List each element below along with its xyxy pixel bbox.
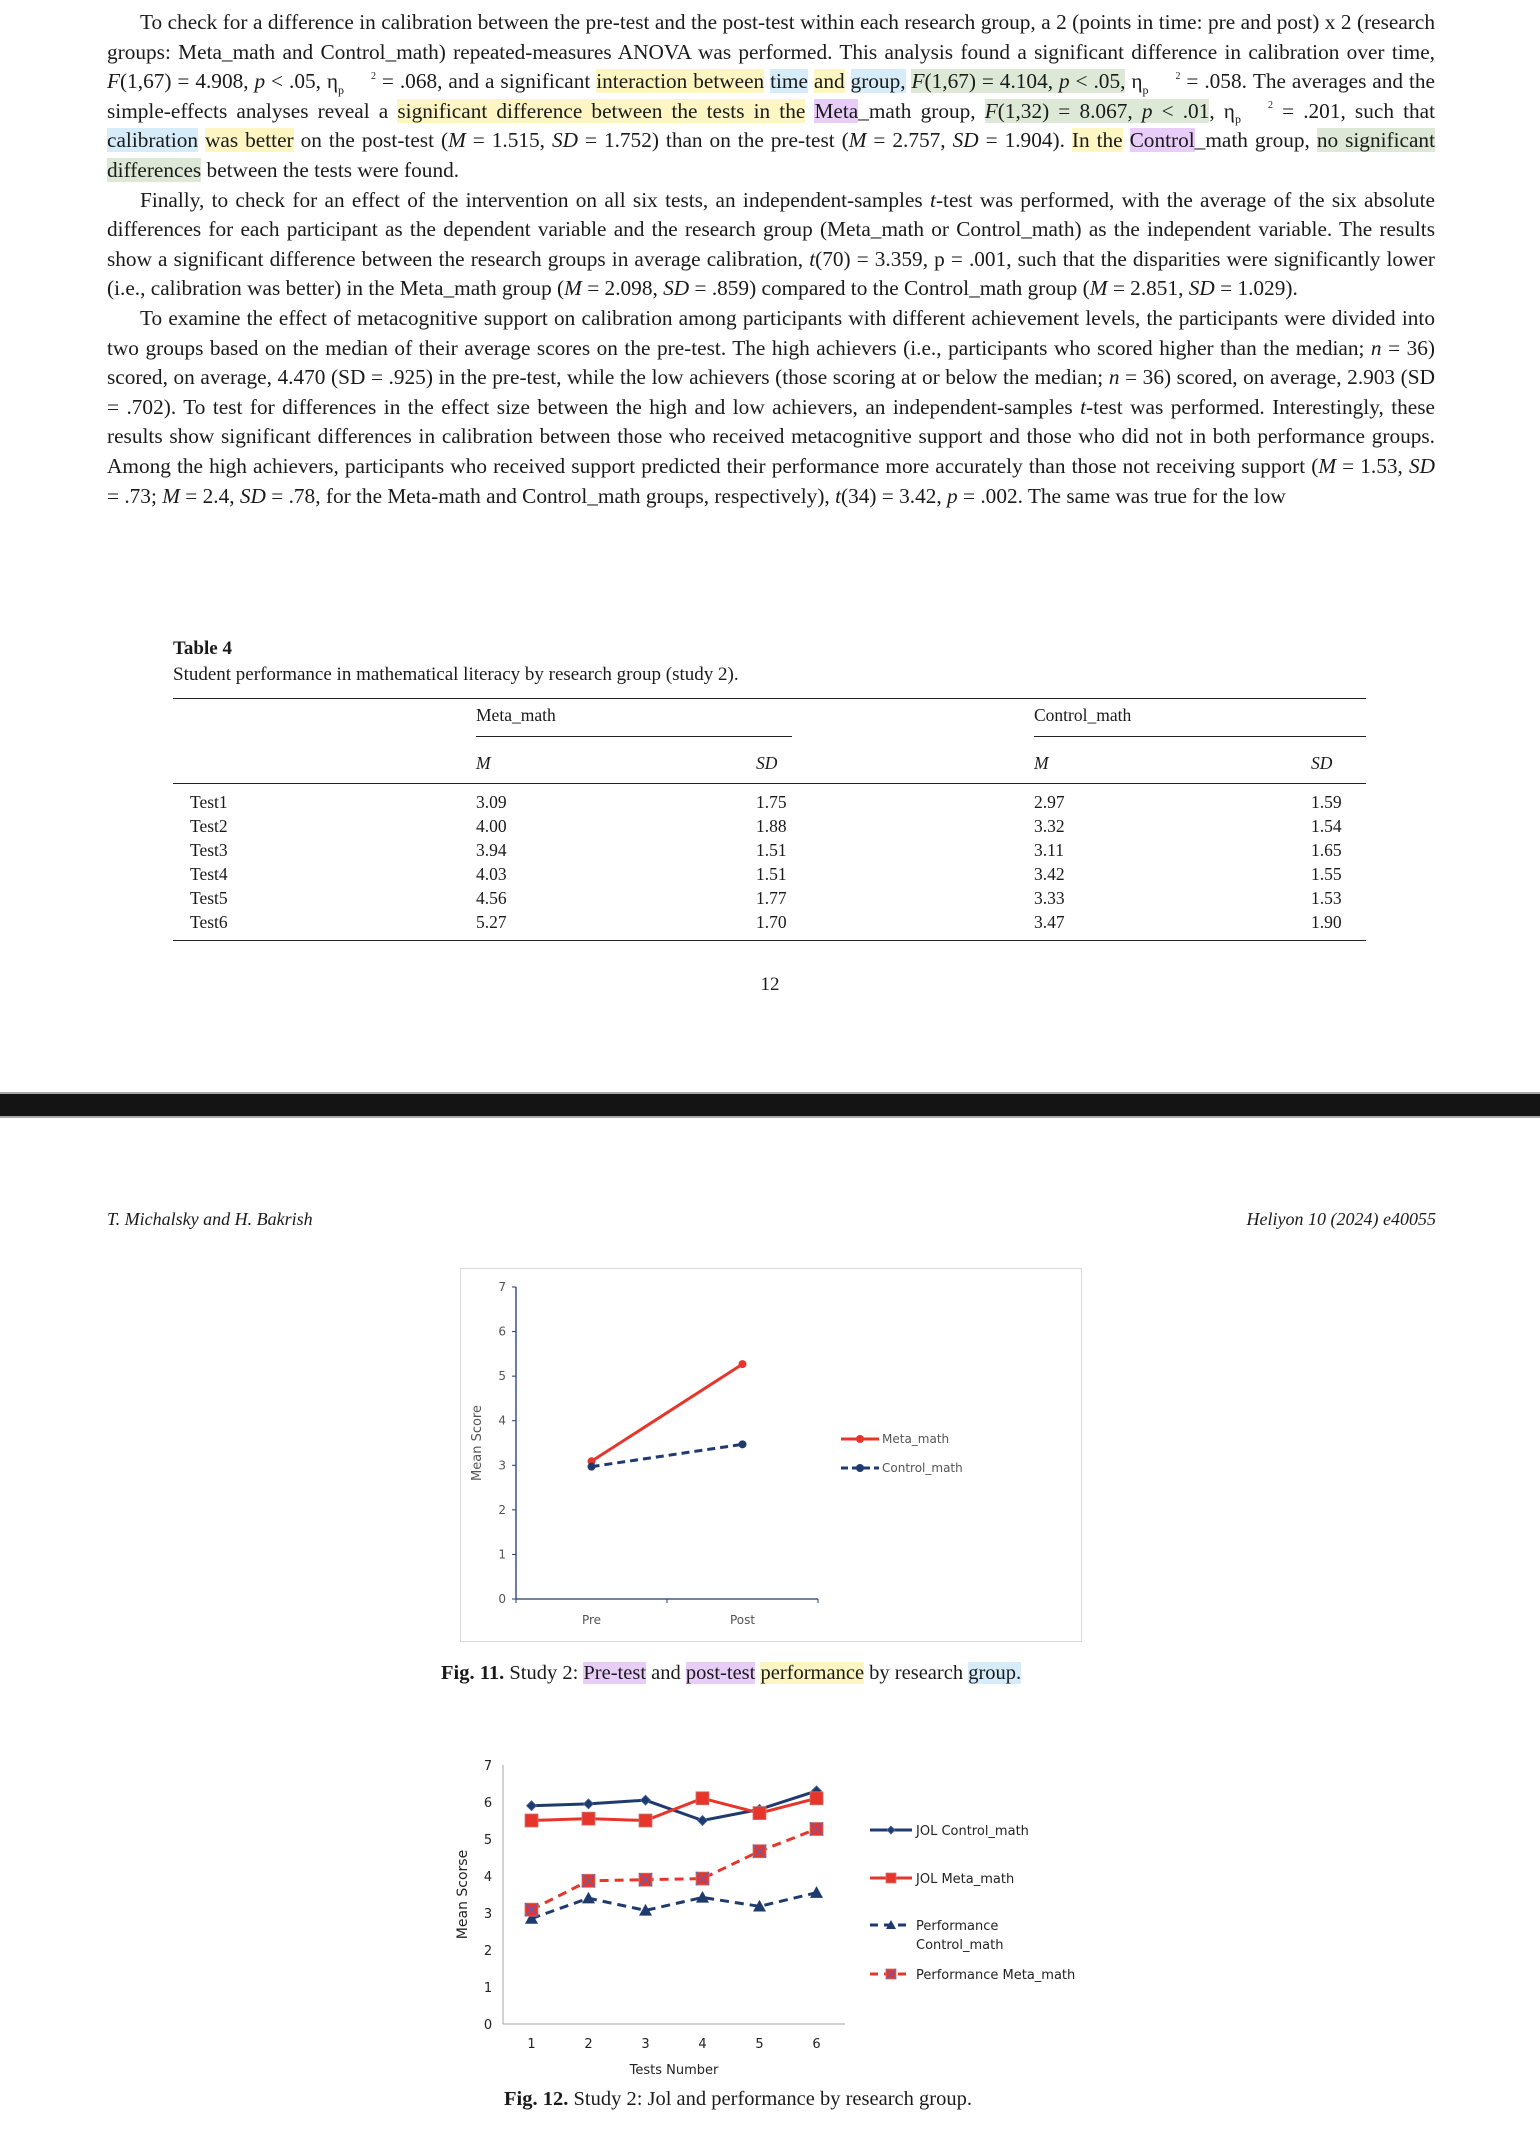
marker-square-icon — [582, 1812, 595, 1825]
marker-square-icon — [525, 1814, 538, 1827]
svg-text:2: 2 — [483, 1944, 493, 1959]
svg-text:Tests Number: Tests Number — [629, 2063, 719, 2078]
svg-text:3: 3 — [641, 2037, 650, 2052]
figure-12-chart — [440, 1740, 1120, 2078]
legend-item — [870, 1968, 1075, 1983]
marker-square-x-icon — [753, 1845, 766, 1858]
table-row: Test5 4.56 1.77 3.33 1.53 — [190, 887, 1342, 908]
series-Performance Meta_math — [525, 1823, 823, 1917]
page-number: 12 — [760, 974, 780, 995]
marker-circle-icon — [739, 1360, 747, 1368]
marker-circle-icon — [588, 1463, 596, 1471]
svg-text:2: 2 — [584, 2037, 593, 2052]
svg-text:1: 1 — [483, 1981, 493, 1996]
legend-item — [870, 1919, 1003, 1953]
group-header-meta: Meta_math — [476, 699, 1034, 744]
fig11-plot — [461, 1269, 1081, 1641]
marker-square-icon — [696, 1792, 709, 1805]
svg-text:7: 7 — [483, 1759, 493, 1774]
col-header-meta-m: M — [476, 743, 756, 784]
table-row: Test4 4.03 1.51 3.42 1.55 — [190, 863, 1342, 884]
table-4 — [173, 636, 1366, 941]
body-text — [107, 8, 1435, 511]
marker-diamond-icon — [527, 1801, 537, 1811]
highlight-significant-difference: significant difference between the tests in the — [397, 98, 806, 123]
svg-text:5: 5 — [498, 1369, 506, 1384]
running-head-authors: T. Michalsky and H. Bakrish — [107, 1209, 313, 1229]
svg-text:2: 2 — [498, 1502, 506, 1517]
marker-diamond-icon — [698, 1816, 708, 1826]
marker-square-icon — [886, 1873, 896, 1883]
marker-triangle-icon — [582, 1892, 595, 1904]
marker-square-x-icon — [525, 1903, 538, 1916]
table-performance — [173, 698, 1366, 941]
svg-text:5: 5 — [755, 2037, 764, 2052]
highlight-stat-interaction: F(1,67) = 4.104, p < .05, — [911, 69, 1126, 94]
table-row: Test6 5.27 1.70 3.47 1.90 — [173, 910, 1366, 941]
svg-text:4: 4 — [698, 2037, 707, 2052]
series-Control_math — [588, 1440, 747, 1470]
marker-square-icon — [639, 1814, 652, 1827]
fig12-plot — [440, 1740, 1120, 2078]
svg-text:JOL Control_math: JOL Control_math — [916, 1824, 1029, 1839]
svg-text:Performance: Performance — [916, 1919, 999, 1934]
svg-text:Mean Scorse: Mean Scorse — [455, 1849, 471, 1940]
highlight-stat-meta: F(1,32) = 8.067, p < .01 — [984, 98, 1210, 123]
marker-diamond-icon — [887, 1826, 895, 1834]
table-caption: Student performance in mathematical literacy by research group (study 2). — [173, 664, 739, 685]
highlight-interaction: interaction between — [596, 69, 765, 94]
svg-text:1: 1 — [527, 2037, 536, 2052]
marker-square-x-icon — [696, 1872, 709, 1885]
marker-square-x-icon — [886, 1969, 896, 1979]
svg-text:3: 3 — [498, 1458, 506, 1473]
marker-circle-icon — [856, 1435, 864, 1443]
table-row: Test3 3.94 1.51 3.11 1.65 — [190, 839, 1342, 860]
col-header-meta-sd: SD — [756, 743, 1034, 784]
svg-text:Mean Score: Mean Score — [470, 1405, 485, 1481]
highlight-was-better: was better — [205, 128, 294, 153]
marker-diamond-icon — [641, 1795, 651, 1805]
highlight-group: group, — [850, 69, 906, 94]
legend-item — [841, 1461, 963, 1475]
highlight-calibration: calibration — [107, 128, 199, 153]
svg-text:Performance Meta_math: Performance Meta_math — [916, 1968, 1076, 1983]
marker-square-x-icon — [639, 1873, 652, 1886]
svg-text:3: 3 — [483, 1907, 493, 1922]
table-row: Test2 4.00 1.88 3.32 1.54 — [190, 815, 1342, 836]
figure-11-caption: Fig. 11. Study 2: Pre-test and post-test performance by research group. — [441, 1662, 1022, 1684]
svg-text:1: 1 — [498, 1547, 506, 1562]
marker-circle-icon — [739, 1440, 747, 1448]
paragraph-anova: To check for a difference in calibration between the pre-test and the post-test within each research group, a 2 (points in time: pre and post) x 2 (research groups: Meta_math and Control_math) repeated-measures ANOVA was performed. This analysis found a significant difference in calibration over time, F(1,67) = 4.908, p < .05, η $^2$ p = .068, and a significant interaction between time and group, F(1,67) = 4.104, p < .05, η $^2$ p = .058. The averages and the simple-effects analyses reveal a significant difference between the tests in the Meta_math group, F(1,32) = 8.067, p < .01, η $^2$ p = .201, such that calibration was better on the post-test (M = 1.515, SD = 1.752) than on the pre-test (M = 2.757, SD = 1.904). In the Control_math group, no significant differences between the tests were found. — [107, 10, 1436, 182]
highlight-time: time — [770, 69, 808, 94]
highlight-control: Control — [1129, 128, 1195, 153]
legend-item — [841, 1432, 949, 1446]
group-header-control: Control_math — [1034, 699, 1366, 744]
running-head-journal: Heliyon 10 (2024) e40055 — [1246, 1209, 1436, 1229]
series-Meta_math — [588, 1360, 747, 1465]
col-header-control-sd: SD — [1311, 743, 1366, 784]
svg-text:5: 5 — [483, 1833, 493, 1848]
svg-text:0: 0 — [498, 1592, 506, 1606]
svg-text:4: 4 — [498, 1413, 506, 1428]
table-label: Table 4 — [173, 638, 232, 659]
legend-item — [870, 1872, 1014, 1887]
highlight-and: and — [813, 69, 845, 94]
svg-text:Meta_math: Meta_math — [882, 1432, 950, 1446]
svg-text:7: 7 — [498, 1280, 506, 1294]
svg-text:Pre: Pre — [581, 1613, 602, 1627]
marker-square-icon — [753, 1807, 766, 1820]
col-header-control-m: M — [1034, 743, 1311, 784]
marker-triangle-icon — [810, 1886, 823, 1898]
highlight-meta: Meta — [814, 98, 859, 123]
svg-text:Control_math: Control_math — [916, 1938, 1004, 1953]
svg-text:4: 4 — [483, 1870, 493, 1885]
highlight-in-the: In the — [1071, 128, 1123, 153]
svg-text:6: 6 — [812, 2037, 821, 2052]
svg-text:6: 6 — [498, 1324, 506, 1339]
figure-12-caption: Fig. 12. Study 2: Jol and performance by research group. — [504, 2088, 972, 2110]
series-JOL Meta_math — [525, 1792, 823, 1827]
highlight-no-significant: no significant differences — [107, 128, 1436, 182]
marker-diamond-icon — [584, 1799, 594, 1809]
paragraph-ttest: Finally, to check for an effect of the intervention on all six tests, an independent-samples t-test was performed, with the average of the six absolute differences for each participant as the dependent variable and the research group (Meta_math or Control_math) as the independent variable. The results show a significant difference between the research groups in average calibration, t(70) = 3.359, p = .001, such that the disparities were significantly lower (i.e., calibration was better) in the Meta_math group (M = 2.098, SD = .859) compared to the Control_math group (M = 2.851, SD = 1.029). — [107, 187, 1435, 301]
marker-square-x-icon — [810, 1823, 823, 1836]
marker-square-icon — [810, 1792, 823, 1805]
figure-11-chart — [460, 1268, 1082, 1642]
legend-item — [870, 1824, 1029, 1839]
paragraph-achievement: To examine the effect of metacognitive support on calibration among participants with different achievement levels, the participants were divided into two groups based on the median of their average scores on the pre-test. The high achievers (i.e., participants who scored higher than the median; n = 36) scored, on average, 4.470 (SD = .925) in the pre-test, while the low achievers (those scoring at or below the median; n = 36) scored, on average, 2.903 (SD = .702). To test for differences in the effect size between the high and low achievers, an independent-samples t-test was performed. Interestingly, these results show significant differences in calibration between those who received metacognitive support and those who did not in both performance groups. Among the high achievers, participants who received support predicted their performance more accurately than those not receiving support (M = 1.53, SD = .73; M = 2.4, SD = .78, for the Meta-math and Control_math groups, respectively), t(34) = 3.42, p = .002. The same was true for the low — [107, 305, 1436, 508]
marker-circle-icon — [856, 1464, 864, 1472]
series-Performance Control_math — [525, 1886, 823, 1924]
page-separator — [0, 1092, 1540, 1118]
svg-text:0: 0 — [483, 2018, 493, 2033]
marker-square-x-icon — [582, 1874, 595, 1887]
svg-text:6: 6 — [483, 1796, 493, 1811]
table-row: Test1 3.09 1.75 2.97 1.59 — [190, 791, 1342, 812]
svg-text:Control_math: Control_math — [882, 1461, 963, 1475]
svg-text:Post: Post — [729, 1613, 756, 1627]
svg-text:JOL Meta_math: JOL Meta_math — [916, 1872, 1015, 1887]
